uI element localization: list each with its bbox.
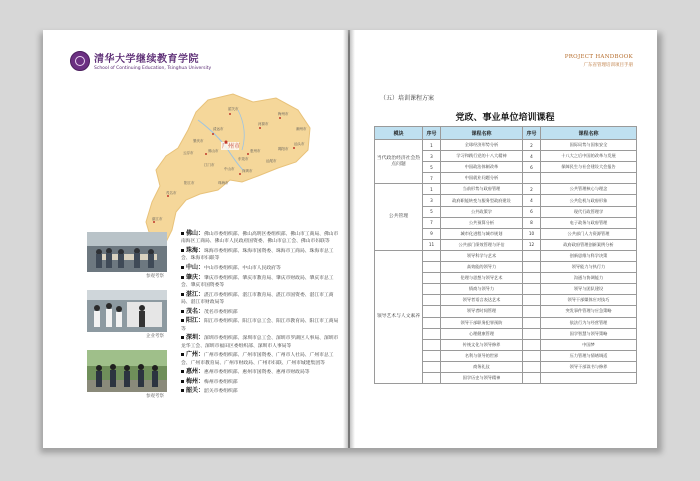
course-cell: 情商与领导力: [441, 284, 523, 295]
city-item: 茂名：茂名市委组织部: [181, 308, 341, 316]
city-item: 中山：中山市委组织部、中山市人民政府等: [181, 264, 341, 272]
index-cell: [523, 262, 541, 273]
index-cell: 10: [523, 228, 541, 239]
index-cell: 4: [523, 195, 541, 206]
svg-text:阳江市: 阳江市: [184, 181, 195, 185]
right-page: [350, 30, 657, 448]
index-cell: [523, 339, 541, 350]
course-cell: [541, 173, 637, 184]
index-cell: 1: [423, 184, 441, 195]
course-cell: 政府政府管理创新案例分析: [541, 239, 637, 250]
photo-caption-3: 参观考察: [146, 394, 164, 399]
index-cell: 3: [423, 151, 441, 162]
svg-text:佛山市: 佛山市: [208, 149, 219, 153]
table-row: [375, 250, 637, 261]
handbook-header-en: PROJECT HANDBOOK: [564, 54, 633, 60]
col-module: 模块: [375, 127, 423, 140]
city-item: 惠州：惠州市委组织部、惠州市国资委、惠州市财政局等: [181, 368, 341, 376]
table-title: 党政、事业单位培训课程: [455, 113, 555, 123]
svg-text:茂名市: 茂名市: [166, 191, 177, 195]
index-cell: [423, 361, 441, 372]
index-cell: [523, 306, 541, 317]
course-cell: 名利与领导的世界: [441, 350, 523, 361]
svg-text:揭阳市: 揭阳市: [278, 147, 289, 151]
svg-text:东莞市: 东莞市: [238, 157, 249, 161]
svg-text:汕头市: 汕头市: [294, 142, 305, 146]
svg-text:潮州市: 潮州市: [296, 127, 307, 131]
svg-text:湛江市: 湛江市: [152, 217, 163, 221]
photo-company-visit: [87, 290, 167, 332]
logo-english-name: School of Continuing Education, Tsinghua University: [94, 66, 212, 71]
course-cell: 领导干部媒体应对技巧: [541, 295, 637, 306]
index-cell: [523, 350, 541, 361]
city-item: 韶关：韶关市委组织部: [181, 387, 341, 395]
index-cell: [523, 361, 541, 372]
index-cell: [523, 273, 541, 284]
course-cell: 商务礼仪: [441, 361, 523, 372]
svg-text:河源市: 河源市: [258, 122, 269, 126]
svg-text:珠海市: 珠海市: [218, 181, 229, 185]
index-cell: 5: [423, 206, 441, 217]
university-seal-icon: [70, 51, 90, 71]
index-cell: [523, 372, 541, 383]
index-cell: [523, 295, 541, 306]
handbook-header-cn: 广东省管理培训项目手册: [583, 63, 633, 68]
index-cell: [423, 372, 441, 383]
course-cell: 当前形势与政府管理: [441, 184, 523, 195]
course-cell: 领导者语言表达艺术: [441, 295, 523, 306]
index-cell: [423, 350, 441, 361]
course-cell: 领导干部职务犯罪预防: [441, 317, 523, 328]
module-cell: 公共管理: [375, 184, 423, 251]
index-cell: [523, 284, 541, 295]
svg-text:汕尾市: 汕尾市: [266, 159, 277, 163]
course-cell: 心理健康管理: [441, 328, 523, 339]
index-cell: 6: [523, 206, 541, 217]
index-cell: 8: [523, 217, 541, 228]
svg-text:江门市: 江门市: [204, 163, 215, 167]
index-cell: 12: [523, 239, 541, 250]
guangdong-map: [138, 90, 318, 250]
course-cell: 传统文化与领导修养: [441, 339, 523, 350]
course-cell: 全球经济形势分析: [441, 140, 523, 151]
photo-site-visit-2: [87, 350, 167, 392]
course-cell: 公共政策学: [441, 206, 523, 217]
index-cell: [423, 317, 441, 328]
course-cell: 城市化进程与城市规划: [441, 228, 523, 239]
course-cell: 学习和践行党的十八大精神: [441, 151, 523, 162]
index-cell: [423, 339, 441, 350]
svg-text:梅州市: 梅州市: [278, 112, 289, 116]
index-cell: 7: [423, 173, 441, 184]
index-cell: [423, 306, 441, 317]
city-item: 佛山：佛山市委组织部、佛山高明区委组织部、佛山市工商局、佛山市南海区工商局、佛山市人民政府国资委、佛山市总工会、佛山市妇联等: [181, 230, 339, 245]
index-cell: [423, 284, 441, 295]
col-course: 课程名称: [541, 127, 637, 140]
svg-text:清远市: 清远市: [213, 127, 224, 131]
col-course: 课程名称: [441, 127, 523, 140]
course-cell: 伦理与思想与领导艺术: [441, 273, 523, 284]
table-row: [375, 140, 637, 151]
course-table: [374, 126, 637, 384]
city-client-list: [181, 230, 341, 397]
index-cell: 7: [423, 217, 441, 228]
photo-site-visit-1: [87, 232, 167, 272]
course-cell: 国学智慧与领导策略: [541, 328, 637, 339]
city-item: 广州：广州市委组织部、广州市国资委、广州市人社局、广州市总工会、广州市教育局、广州市财政局、广州市妇联、广州市城建集团等: [181, 351, 334, 366]
course-cell: 现代行政管理学: [541, 206, 637, 217]
index-cell: 2: [523, 140, 541, 151]
course-cell: 中国就业问题分析: [441, 173, 523, 184]
svg-text:韶关市: 韶关市: [228, 107, 239, 111]
index-cell: [423, 273, 441, 284]
section-heading: （五）培训课程方案: [380, 95, 435, 102]
photo-caption-2: 企业考察: [146, 334, 164, 339]
index-cell: [423, 328, 441, 339]
course-cell: 压力管理与情绪调适: [541, 350, 637, 361]
course-cell: 公共部门人力资源管理: [541, 228, 637, 239]
photo-caption-1: 参观考察: [146, 274, 164, 279]
university-logo: [70, 50, 211, 71]
module-cell: 领导艺术与人文素养: [375, 250, 423, 383]
city-item: 阳江：阳江市委组织部、阳江市总工会、阳江市教育局、阳江市工商局等: [181, 317, 339, 332]
index-cell: [523, 317, 541, 328]
index-cell: [523, 173, 541, 184]
index-cell: 1: [423, 140, 441, 151]
course-cell: 电子政务与政府管理: [541, 217, 637, 228]
course-cell: [541, 372, 637, 383]
course-cell: 依法行为与经营管理: [541, 317, 637, 328]
course-cell: 中国梦: [541, 339, 637, 350]
course-cell: 国学历史与领导精神: [441, 372, 523, 383]
course-cell: 公共部门绩效管理与评估: [441, 239, 523, 250]
book-spine: [343, 30, 355, 448]
col-index: 序号: [423, 127, 441, 140]
logo-chinese-name: 清华大学继续教育学院: [94, 54, 199, 65]
index-cell: [523, 328, 541, 339]
col-index: 序号: [523, 127, 541, 140]
map-capital-label: 广州市: [222, 143, 241, 150]
svg-text:深圳市: 深圳市: [242, 169, 253, 173]
index-cell: [423, 250, 441, 261]
index-cell: 2: [523, 184, 541, 195]
table-header-row: [375, 127, 637, 140]
table-row: [375, 184, 637, 195]
course-cell: 领导能力与执行力: [541, 262, 637, 273]
course-cell: 沟通与协调能力: [541, 273, 637, 284]
course-cell: 政府职能转变与服务型政府建设: [441, 195, 523, 206]
index-cell: 9: [423, 228, 441, 239]
svg-text:惠州市: 惠州市: [250, 149, 261, 153]
left-page: [43, 30, 348, 448]
index-cell: [523, 250, 541, 261]
course-cell: 国际局势与国家安全: [541, 140, 637, 151]
svg-text:肇庆市: 肇庆市: [193, 139, 204, 143]
course-cell: 高效能的领导力: [441, 262, 523, 273]
city-item: 肇庆：肇庆市委组织部、肇庆市教育局、肇庆市财政局、肇庆市总工会、肇庆市国资委等: [181, 273, 334, 288]
course-cell: 公共管理核心与理念: [541, 184, 637, 195]
course-cell: 突发事件管理与应急策略: [541, 306, 637, 317]
course-cell: 保障民生与社会建设大会报告: [541, 162, 637, 173]
city-item: 珠海：珠海市委组织部、珠海市国资委、珠海市工商局、珠海市总工会、珠海市妇联等: [181, 247, 334, 262]
course-cell: 领导与团队建设: [541, 284, 637, 295]
course-cell: 领导科学与艺术: [441, 250, 523, 261]
index-cell: [423, 295, 441, 306]
index-cell: [423, 262, 441, 273]
index-cell: 5: [423, 162, 441, 173]
course-cell: 公共危机与政府形象: [541, 195, 637, 206]
svg-text:中山市: 中山市: [224, 167, 235, 171]
city-item: 湛江：湛江市委组织部、湛江市教育局、湛江市国资委、湛江市工商局、湛江市财政局等: [181, 290, 334, 305]
city-item: 深圳：深圳市委组织部、深圳市总工会、深圳市罗湖区人事局、深圳市龙华工会、深圳市福田区委组织部、深圳市人事局等: [181, 334, 339, 349]
index-cell: 6: [523, 162, 541, 173]
index-cell: 11: [423, 239, 441, 250]
course-cell: 创新思维与科学决策: [541, 250, 637, 261]
course-cell: 公共预算分析: [441, 217, 523, 228]
course-cell: 中国政治体制改革: [441, 162, 523, 173]
course-cell: 领导者时间管理: [441, 306, 523, 317]
course-cell: 领导干部读书与修养: [541, 361, 637, 372]
index-cell: 3: [423, 195, 441, 206]
course-cell: 十八大之后中国的改革与发展: [541, 151, 637, 162]
module-cell: 当代政治经济社会热点问题: [375, 140, 423, 184]
city-item: 梅州：梅州市委组织部: [181, 378, 341, 386]
index-cell: 4: [523, 151, 541, 162]
svg-text:云浮市: 云浮市: [183, 151, 194, 155]
